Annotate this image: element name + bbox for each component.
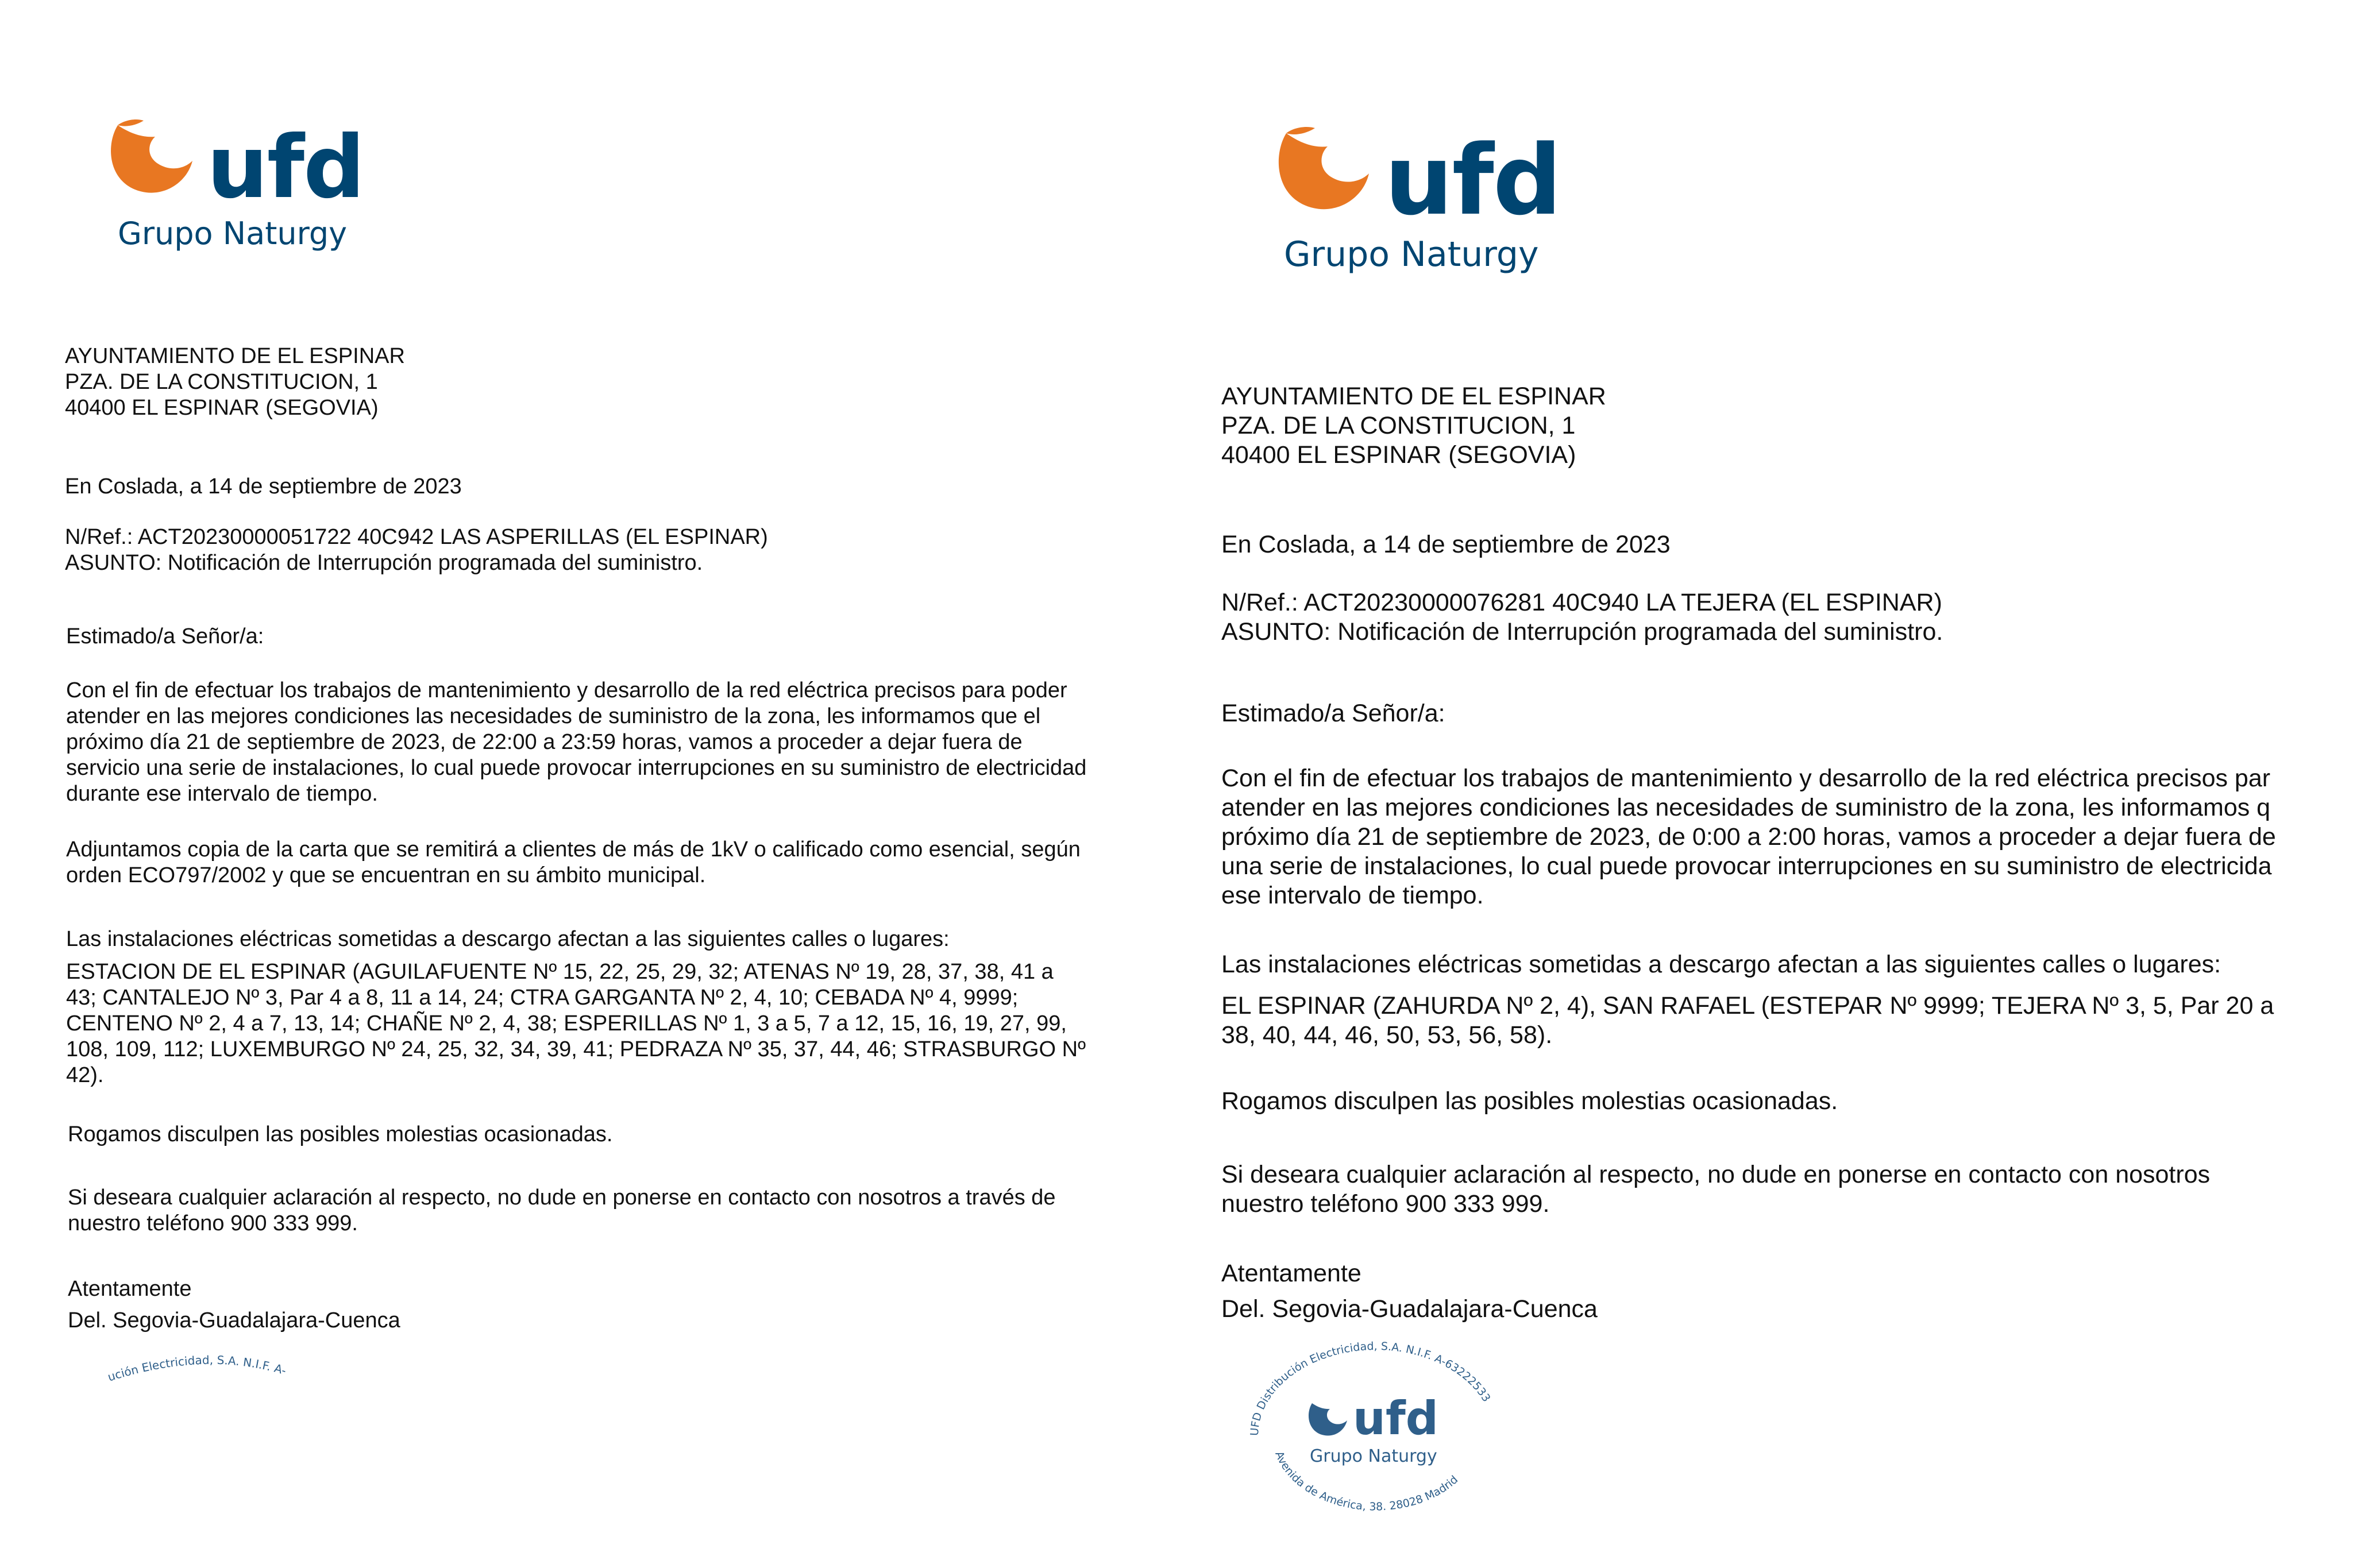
body-line: atender en las mejores condiciones las necesidades de suministro de la zona, les informamos q	[1221, 794, 2271, 821]
svg-text:Avenida de América, 38. 28028: Avenida de América, 38. 28028 Madrid	[1272, 1449, 1461, 1513]
letter-left	[0, 0, 1172, 1568]
body-line: ese intervalo de tiempo.	[1221, 882, 1484, 909]
ufd-logo-mark-icon	[1279, 133, 1369, 209]
logo-brand-text: ufd	[1384, 124, 1561, 237]
contact-line: nuestro teléfono 900 333 999.	[68, 1211, 358, 1235]
contact-line: Si deseara cualquier aclaración al respecto, no dude en ponerse en contacto con nosotros a través de	[68, 1185, 1056, 1210]
attach-line: orden ECO797/2002 y que se encuentran en su ámbito municipal.	[66, 863, 706, 887]
contact-paragraph	[1221, 1160, 2210, 1219]
reference-block	[65, 524, 768, 576]
recipient-address	[1221, 382, 1606, 470]
ufd-logo-mark-icon	[111, 125, 192, 193]
company-stamp-partial	[98, 1338, 316, 1384]
svg-text:ufd: ufd	[1353, 1392, 1439, 1445]
subject-line: ASUNTO: Notificación de Interrupción programada del suministro.	[65, 551, 703, 575]
contact-line: nuestro teléfono 900 333 999.	[1221, 1190, 1550, 1218]
closing: Atentamente	[1221, 1260, 1361, 1287]
contact-line: Si deseara cualquier aclaración al respecto, no dude en ponerse en contacto con nosotros	[1221, 1161, 2211, 1188]
streets-line: 108, 109, 112; LUXEMBURGO Nº 24, 25, 32, 34, 39, 41; PEDRAZA Nº 35, 37, 44, 46; STRASBURGO Nº	[66, 1037, 1086, 1061]
logo-group-text: Grupo Naturgy	[118, 215, 348, 252]
address-line: AYUNTAMIENTO DE EL ESPINAR	[65, 344, 405, 368]
contact-paragraph	[68, 1185, 1056, 1237]
streets-list	[1221, 991, 2274, 1050]
body-line: próximo día 21 de septiembre de 2023, de 0:00 a 2:00 horas, vamos a proceder a dejar fuera de	[1221, 823, 2276, 851]
attachment-paragraph	[66, 837, 1081, 889]
apology: Rogamos disculpen las posibles molestias ocasionadas.	[1221, 1087, 1838, 1115]
reference-block	[1221, 588, 1943, 647]
attach-line: Adjuntamos copia de la carta que se remitirá a clientes de más de 1kV o calificado como esencial, según	[66, 837, 1081, 862]
body-line: Con el fin de efectuar los trabajos de mantenimiento y desarrollo de la red eléctrica precisos par	[1221, 764, 2271, 792]
ufd-logo	[101, 103, 365, 258]
streets-list	[66, 959, 1086, 1088]
signature: Del. Segovia-Guadalajara-Cuenca	[68, 1308, 400, 1333]
address-line: PZA. DE LA CONSTITUCION, 1	[65, 370, 378, 394]
letter-right	[1172, 0, 2353, 1568]
streets-line: 43; CANTALEJO Nº 3, Par 4 a 8, 11 a 14, 24; CTRA GARGANTA Nº 2, 4, 10; CEBADA Nº 4, 9999;	[66, 986, 1019, 1010]
svg-text:UFD Distribución Electricidad,: UFD Distribución Electricidad, S.A. N.I.F. A-63222533	[1248, 1339, 1493, 1436]
address-line: AYUNTAMIENTO DE EL ESPINAR	[1221, 383, 1606, 410]
company-stamp	[1226, 1338, 1525, 1534]
address-line: 40400 EL ESPINAR (SEGOVIA)	[1221, 441, 1576, 469]
streets-line: EL ESPINAR (ZAHURDA Nº 2, 4), SAN RAFAEL (ESTEPAR Nº 9999; TEJERA Nº 3, 5, Par 20 a	[1221, 992, 2274, 1019]
greeting: Estimado/a Señor/a:	[66, 624, 264, 648]
body-line: servicio una serie de instalaciones, lo cual puede provocar interrupciones en su suministro de electricidad	[66, 756, 1087, 780]
greeting: Estimado/a Señor/a:	[1221, 700, 1445, 727]
body-line: próximo día 21 de septiembre de 2023, de 22:00 a 23:59 horas, vamos a proceder a dejar fuera de	[66, 730, 1023, 754]
body-line: Con el fin de efectuar los trabajos de mantenimiento y desarrollo de la red eléctrica precisos para poder	[66, 678, 1067, 702]
body-line: una serie de instalaciones, lo cual puede provocar interrupciones en su suministro de electricida	[1221, 852, 2272, 880]
signature: Del. Segovia-Guadalajara-Cuenca	[1221, 1295, 1598, 1323]
letter-date: En Coslada, a 14 de septiembre de 2023	[1221, 531, 1671, 558]
letter-date: En Coslada, a 14 de septiembre de 2023	[65, 474, 462, 499]
streets-intro: Las instalaciones eléctricas sometidas a descargo afectan a las siguientes calles o lugares:	[66, 927, 950, 951]
logo-group-text: Grupo Naturgy	[1284, 234, 1539, 275]
address-line: 40400 EL ESPINAR (SEGOVIA)	[65, 396, 379, 420]
subject-line: ASUNTO: Notificación de Interrupción programada del suministro.	[1221, 618, 1943, 646]
streets-intro: Las instalaciones eléctricas sometidas a descargo afectan a las siguientes calles o lugares:	[1221, 951, 2221, 978]
body-paragraph	[1221, 764, 2276, 910]
logo-brand-text: ufd	[207, 118, 364, 218]
streets-line: 38, 40, 44, 46, 50, 53, 56, 58).	[1221, 1021, 1553, 1049]
svg-text:ución Electricidad, S.A. N.I.F: ución Electricidad, S.A. N.I.F. A-	[106, 1353, 288, 1384]
body-paragraph	[66, 678, 1086, 807]
closing: Atentamente	[68, 1277, 192, 1301]
ufd-logo	[1267, 109, 1565, 281]
apology: Rogamos disculpen las posibles molestias ocasionadas.	[68, 1122, 613, 1146]
reference-line: N/Ref.: ACT20230000076281 40C940 LA TEJERA (EL ESPINAR)	[1221, 589, 1942, 616]
recipient-address	[65, 343, 405, 421]
address-line: PZA. DE LA CONSTITUCION, 1	[1221, 412, 1576, 439]
body-line: durante ese intervalo de tiempo.	[66, 782, 378, 806]
streets-line: 42).	[66, 1063, 104, 1087]
streets-line: CENTENO Nº 2, 4 a 7, 13, 14; CHAÑE Nº 2, 4, 38; ESPERILLAS Nº 1, 3 a 5, 7 a 12, 15, 16, 19, 27, 99,	[66, 1011, 1067, 1036]
body-line: atender en las mejores condiciones las necesidades de suministro de la zona, les informamos que el	[66, 704, 1041, 728]
reference-line: N/Ref.: ACT20230000051722 40C942 LAS ASPERILLAS (EL ESPINAR)	[65, 525, 768, 549]
streets-line: ESTACION DE EL ESPINAR (AGUILAFUENTE Nº 15, 22, 25, 29, 32; ATENAS Nº 19, 28, 37, 38, 41 a	[66, 960, 1054, 984]
svg-text:Grupo Naturgy: Grupo Naturgy	[1310, 1446, 1437, 1466]
